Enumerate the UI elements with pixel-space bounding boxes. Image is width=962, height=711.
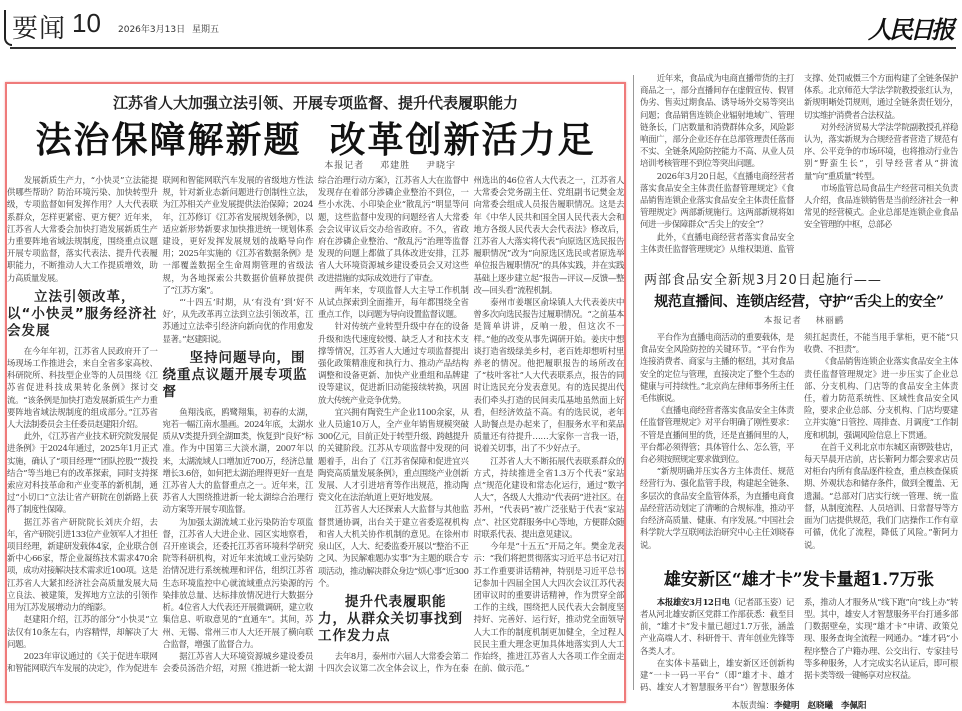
editor-name: 李健明 [773, 701, 800, 711]
lead-body [7, 174, 624, 674]
byline-name: 尹晓宇 [425, 161, 456, 171]
paragraph: 近年来，食品成为电商直播带货的主打商品之一，部分直播间存在虚假宣传、假冒伪劣、售卖过期食品、诱导场外交易等突出问题；食品销售连锁企业辐射地域广、管理链条长，门店数量和消费群体众多，风险影响面广，部分企业还存在总部管理责任落而不实、全链条风险防控能力不高、从业人员培训考核管理不到位等突出问题。 [640, 73, 794, 169]
page-header [0, 0, 962, 50]
paragraph: 鱼翔浅底，鸥鹭翔集，初春的太湖，宛若一幅江南水墨画。2024年底，太湖水质从Ⅴ类提升到全湖Ⅲ类，恢复到“良好”标准。作为中国第三大淡水湖，2007年以来，太湖流域人口增加近700万，经济总量增长3.6倍，如何把太湖治理得更好一直是江苏省人大的监督重点之一。近年来，江苏省人大围绕推进新一轮太湖综合治理行动方案等开展专项监督。 [162, 406, 313, 515]
paragraph: 江苏省人大还探索人大监督与其他监督贯通协调，出台关于建立省委巡视机构和省人大机关协作机制的意见。在徐州市泉山区，人大、纪委监委开展以“整治不正之风、为民解难题办实事”为主题的联合专项活动，推动解决群众身边“烦心事”近300个。 [318, 504, 469, 588]
paragraph: 为加强太湖流域工业污染防治专项监督，江苏省人大进企业、园区实地察看，召开座谈会，还委托江苏省环境科学研究院等科研机构，对近年来流域工业污染防治情况进行系统梳理和评估，组织江苏省生态环境监控中心就流域重点污染源的污染排放总量、达标排放情况进行大数据分析。4位省人大代表还开展微调研，建立收集信息、听取意见的“直通车”。其间，苏州、无锡、常州三市人大还开展了横向联合监督，增强了监督合力。 [162, 516, 313, 649]
paragraph: 平台作为直播电商活动的重要载体，是食品安全风险防控的关键环节。“平台作为连接消费者、商家与主播的枢纽，其对食品安全的定位与管理，直接决定了整个生态的健康与可持续性。”北京尚左律师事务所主任毛伟旗说。 [640, 332, 794, 404]
paragraph: 此外，《直播电商经营者落实食品安全主体责任监督管理规定》从维权渠道、监管支撑、处罚威慑三个方面构建了全链条保护体系。北京师范大学法学院教授张红认为，新规明晰处罚规则，通过全链条责任划分，切实维护消费者合法权益。 [640, 73, 958, 254]
date-text: 2026年3月13日 [118, 25, 186, 35]
xiongan-headline: 雄安新区“雄才卡”发卡量超1.7万张 [663, 569, 935, 590]
paragraph: 发展新质生产力，“小快灵”立法能提供哪些帮助？防治环境污染、加快转型升级，专项监督如何发挥作用？人大代表联系群众，怎样更紧密、更方便？近年来，江苏省人大常委会加快打造发展新质生产力重要阵地省域法规制度，围绕重点议题开展专项监督，落实代表法、提升代表履职能力，不断推动人大工作提质增效，助力高质量发展。 [7, 175, 158, 283]
byline-label: 本报记者 [763, 316, 802, 327]
food-safety-byline [640, 314, 958, 326]
paragraph: 须扛起责任，不能当甩手掌柜，更不能“只收费、不担责”。 [804, 332, 958, 355]
issue-date [118, 22, 223, 35]
editor-name: 赵晓曦 [807, 701, 834, 711]
subheading: 立法引领改革，以“小快灵”服务经济社会发展 [7, 288, 158, 339]
paragraph: “‘十四五’时期，从‘有没有’到‘好不好’，从先改革再立法到立法引领改革，江苏通过立法牵引经济向新向优的作用愈发显著。”赵建阳说。 [162, 297, 313, 344]
page-number: 10 [72, 8, 101, 38]
paragraph: 泰州市姜堰区俞垛镇人大代表姜庆中曾多次向选民报告过履职情况。“之前基本是简单讲讲，反响一般，但这次不一样。”他的改变从事先调研开始。姜庆中想谈打造省级绿美乡村，老百姓却想听村里养老的情况。他把履职报告的场所改在了“枝叶客社”人大代表联系点，报告的同时让选民充分发表意见。有的选民提出代表们牵头打造的民间卖瓜基地虽然面上好看，但经济效益不高。有的选民说，老年人助餐点是办起来了，但服务水平和菜品质量还有待提升……大家你一言我一语，说着关切事，出了不少好点子。 [473, 297, 624, 454]
paragraph: 据江苏省产研院院长刘庆介绍，去年，省产研院引进133位产业领军人才担任项目经理，新建研发载体4家，企业联合创新中心66家，帮企业凝练技术需求470余项，成功对接解决技术需求近100项。这是江苏省人大紧扣经济社会高质量发展大局立良法、被建策，发挥地方立法的引领作用为江苏发展增动力的缩影。 [7, 516, 158, 613]
lead-headline [7, 112, 624, 163]
food-safety-kicker: 两部食品安全新规3月20日起施行—— [644, 273, 882, 289]
paragraph: 宜兴拥有陶瓷生产企业1100余家，从业人员逾10万人，全产业年销售规模突破300亿元，目前正处于转型升级、跨越提升的关键阶段。江苏从专项监督中发现的问题着手，出台了《江苏省保障和促进宜兴陶瓷高质量发展条例》，重点围绕产业创新发展、人才引进培育等作出规范，推动陶瓷文化在法治轨道上更好地发展。 [318, 406, 469, 503]
headline-part-2: 改革创新活力足 [329, 120, 596, 161]
paragraph: 市场监管总局食品生产经营司相关负责人介绍，食品连锁销售是当前经济社会一种常见的经营模式。企业总部是连锁企业食品安全管理的中枢，总部必 [804, 182, 958, 230]
paragraph: 赵建阳介绍，江苏的部分“小快灵”立法仅有10条左右，内容精悍，却解决了大问题。 [7, 614, 158, 649]
byline-name: 邓建胜 [380, 161, 411, 171]
weekday-text: 星期五 [191, 25, 219, 35]
subheading: 坚持问题导向，围绕重点议题开展专项监督 [162, 349, 308, 400]
byline-name: 林丽鹂 [815, 316, 845, 327]
paragraph: 在首千义利北京市东城区南锣鼓巷店，每天早晨开店前，店长靳阿力都会要求店员对柜台内所有食品逐件检查，重点核查保质期、外观状态和储存条件，做到全覆盖、无遗漏。“总部对门店实行统一管理、统一监督，从制度流程、人员培训、日常督导等方面为门店提供规范，我们门店操作工作有章可循，优化了流程，降低了风险。”靳阿力说。 [804, 441, 958, 550]
lead-kicker: 江苏省人大加强立法引领、开展专项监督、提升代表履职能力 [112, 94, 518, 112]
paragraph: 2023年审议通过的《关于促进车联网和智能网联汽车发展的决定》，作为促进车联网和智能网联汽车发展的省级地方性法规，针对新业态新问题进行创制性立法，为江苏相关产业发展提供法治保障；2024年，江苏修订《江苏省发展规划条例》，以适应新形势新要求加快推进统一规划体系建设，更好发挥发展规划的战略导向作用；2025年实施的《江苏省数据条例》是一部覆盖数据全生命周期管理的省级法规，为各地探索公共数据价值释放提供了“江苏方案”。 [7, 175, 313, 674]
lead-article [5, 82, 626, 703]
header-rule [10, 47, 956, 49]
paragraph: 据江苏省人大环境资源城乡建设委员会委员汤浩介绍，对照《推进新一轮太湖综合治理行动方案》，江苏省人大在监督中发现存在着部分涉磷企业整治不到位，一些小水洗、小印染企业“散乱污”明显等问题，这些监督中发现的问题经省人大常委会会议审议后交办给省政府。不久，省政府在涉磷企业整治、“散乱污”治理等监督发现的问题上都做了具体改进安排，江苏省人大环境资源城乡建设委员会又对这些改进措施的实际成效进行了审查。 [162, 175, 469, 674]
paragraph: 去年8月，泰州市六届人大常委会第二十四次会议第二次全体会议上，作为在泰州选出的46位省人大代表之一，江苏省人大常委会党务副主任、党组副书记樊金龙向常委会组成人员报告履职情况。这是去年《中华人民共和国全国人民代表大会和地方各级人民代表大会代表法》修改后，江苏省人大落实将代表“向原选区选民报告履职情况”改为“向原选区选民或者原选举单位报告履职情况”的具体实践，并在实践基础上逐步建立起“报告—评议—反馈—整改—回头看”流程机制。 [318, 175, 624, 674]
right-rail [640, 72, 958, 711]
food-safety-headline: 规范直播间、连锁店经营，守护“舌尖上的安全” [654, 294, 944, 311]
column-divider [633, 75, 634, 690]
section-name: 要闻 [12, 14, 67, 44]
headline-part-1: 法治保障解新题 [35, 120, 302, 161]
page-editors [640, 699, 958, 711]
paragraph: 在今年年初，江苏省人民政府开了一场现场工作推进会，来自全省多家高校、科研院所、科技型企业等的人员围绕《江苏省促进科技成果转化条例》探讨交流。“该条例是加快打造发展新质生产力重要阵地省域法规制度的组成部分。”江苏省人大法制委员会主任委员赵建阳介绍。 [7, 345, 158, 430]
xiongan-body [640, 596, 958, 694]
paragraph: 针对传统产业转型升级中存在的设备升级和迭代速度较慢、缺乏人才和技术支撑等情况，江苏省人大通过专项监督提出强化政策精准度和执行力、推动产品结构调整和设备更新、加快产业重组和品牌建设等建议，促进新旧动能接续转换，巩固放大传统产业竞争优势。 [318, 321, 469, 405]
editors-label: 本版责编： [731, 701, 774, 711]
paragraph: 此外，《江苏省产业技术研究院发展促进条例》于2024年通过，2025年1月正式实施，确认了“项目经理”“团队控股”“拨投结合”等当地已有的改革探索，同时支持探索应对科技革命和产业变革的新机制，通过“小切口”立法让省产研院在创新路上获得了制度性保障。 [7, 431, 158, 515]
dateline: 本报雄安3月12日电 [656, 596, 730, 607]
lead-byline [312, 158, 456, 171]
paragraph: 今年是“十五五”开局之年。樊金龙表示：“我们将把贯彻落实习近平总书记对江苏工作重要讲话精神，特别是习近平总书记参加十四届全国人大四次会议江苏代表团审议时的重要讲话精神，作为贯穿全部工作的主线，围绕把人民代表大会制度坚持好、完善好、运行好，推动党全面领导人大工作的制度机制更加健全，全过程人民民主重大理念更加具体地落实到人大工作始终，推进江苏省人大各项工作全面走在前、做示范。” [473, 541, 624, 674]
paragraph: 两年来，专项监督人大主导工作机制从试点探索到全面推开，每年都围绕全省重点工作，以问题为导向设置监督议题。 [318, 284, 469, 320]
paragraph: “新规明确并压实各方主体责任、规范经营行为、强化监管手段，构建起全链条、多层次的食品安全监管体系，为直播电商食品经营活动划定了清晰的合规标准，推动平台经济高质量、健康、有序发展。”中国社会科学院大学互联网法治研究中心主任刘晓春说。 [640, 466, 794, 550]
editor-name: 李佩阳 [841, 701, 867, 711]
byline-label: 本报记者 [324, 161, 365, 171]
paragraph: 《直播电商经营者落实食品安全主体责任监督管理规定》对平台明确了刚性要求：不管是直播间里的货，还是直播间里的人，平台都必须得管；具体管什么、怎么管，平台必须按照规定要求做到位。 [640, 405, 794, 465]
paragraph: 对外经济贸易大学法学院副教授孔祥稳认为，落实新规为合规经营者营造了规范有序、公平竞争的市场环境，也将推动行业告别“野蛮生长”，引导经营者从“拼流量”向“重质量”转型。 [804, 121, 958, 181]
header-bracket [4, 10, 12, 46]
paragraph: 2026年3月20日起，《直播电商经营者落实食品安全主体责任监督管理规定》《食品销售连锁企业落实食品安全主体责任监督管理规定》两部新规施行。这两部新规将如何进一步保障群众“舌尖上的安全”？ [640, 170, 794, 230]
paragraph [640, 596, 794, 657]
paragraph: 在实体卡基础上，雄安新区还创新构建“一卡一码一平台”（即“雄才卡、雄才码、雄安人才智慧服务平台”）智慧服务体系，推动人才服务从“线下跑”向“线上办”转型。其中，雄安人才智慧服务平台打通多部门数据壁垒，实现“雄才卡”申请、政策兑现、服务查询全流程一网通办。“雄才码”小程序整合了户籍办理、公交出行、专家挂号等多种服务，人才完成实名认证后，即可根据卡类等级一键畅享对应权益。 [640, 596, 958, 693]
newspaper-logo: 人民日报 [868, 15, 952, 44]
subheading: 提升代表履职能力，从群众关切事找到工作发力点 [318, 593, 463, 644]
food-safety-body [640, 331, 958, 551]
food-safety-intro [640, 72, 958, 255]
paragraph: 《食品销售连锁企业落实食品安全主体责任监督管理规定》进一步压实了企业总部、分支机构、门店等的食品安全主体责任，着力防范系统性、区域性食品安全风险，要求企业总部、分支机构、门店均要建立并实施“日管控、周排查、月调度”工作制度和机制，强调风险信息上下贯通。 [804, 356, 958, 440]
paragraph: 江苏省人大不断拓展代表联系群众的方式，持续推进全省1.3万个代表“家站点”规范化建设和常态化运行，通过“数字人大”，各级人大推动“代表码”进社区。在苏州，“代表码”被广泛张贴于代表“家站点”、社区党群服务中心等地，方便群众随时联系代表、提出意见建议。 [473, 455, 624, 539]
paragraph-text: （记者邵玉姿）记者从河北雄安新区党群工作部获悉：截至目前，“雄才卡”发卡量已超过1.7万张，涵盖产业高端人才、科研骨干、青年创业先锋等各类人才。 [640, 596, 794, 656]
